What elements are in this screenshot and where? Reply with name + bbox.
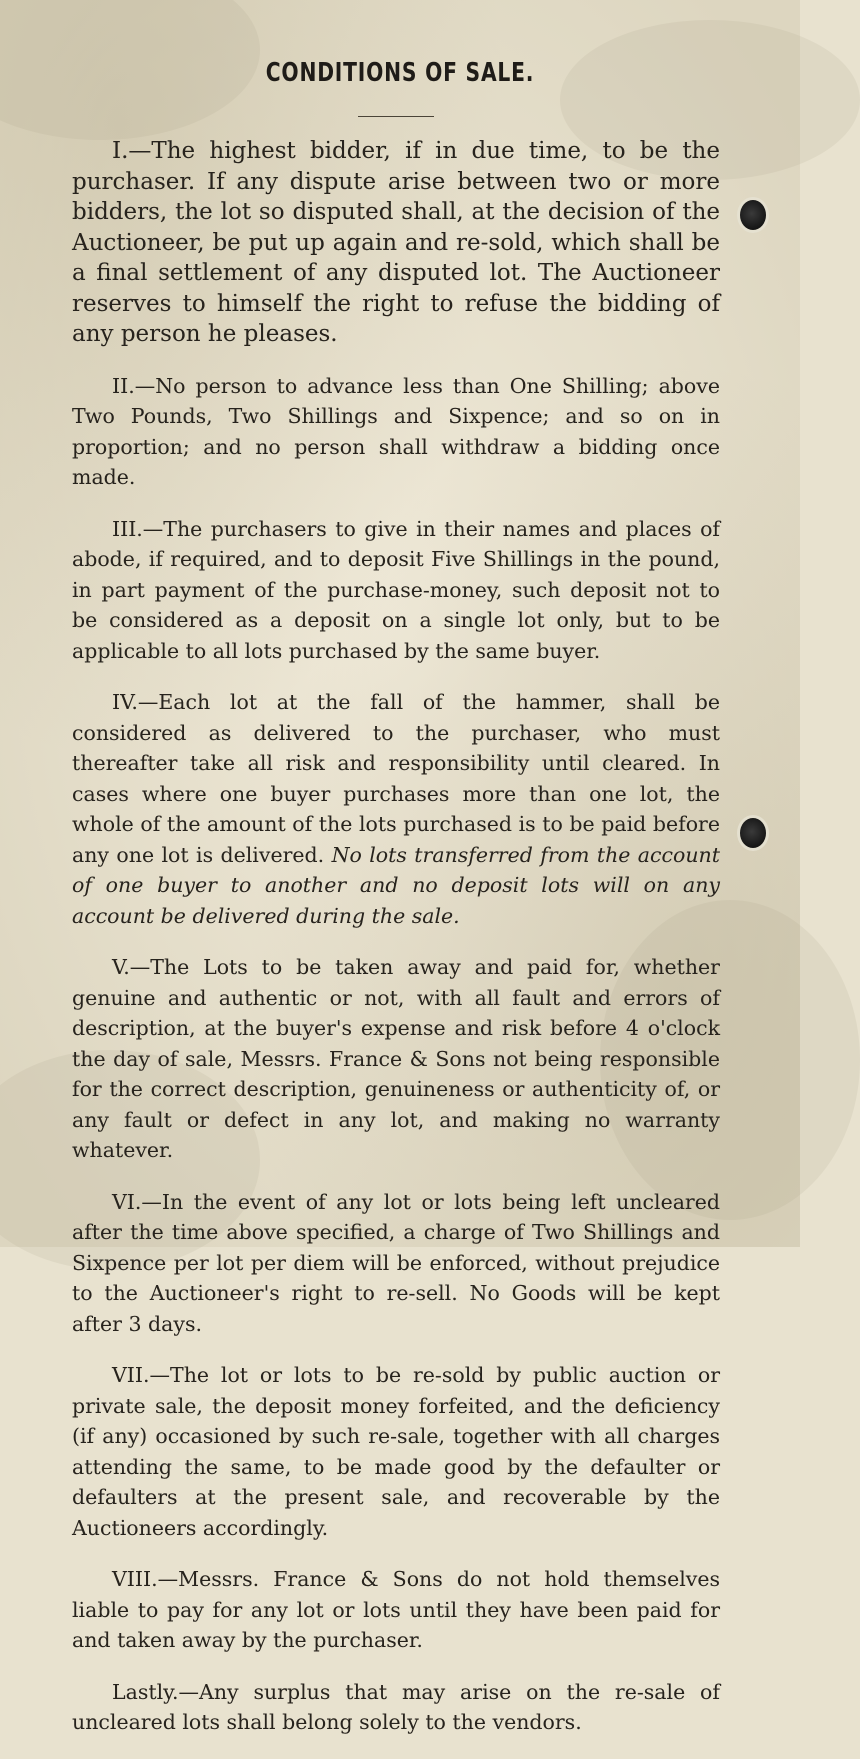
condition-4-italic: No lots transferred from the account of one buyer to another and no deposit lots will on any account be delivered during the sale. <box>72 842 720 928</box>
condition-4 <box>72 687 720 931</box>
page-title: CONDITIONS OF SALE. <box>265 58 535 88</box>
condition-3: III.—The purchasers to give in their names and places of abode, if required, and to deposit Five Shillings in the pound, in part payment of the purchase-money, such deposit not to be considered as a deposit on a single lot only, but to be applicable to all lots purchased by the same buyer. <box>72 516 720 663</box>
condition-2: II.—No person to advance less than One Shilling; above Two Pounds, Two Shillings and Sixpence; and so on in proportion; and no person shall withdraw a bidding once made. <box>72 373 720 489</box>
condition-lastly: Lastly.—Any surplus that may arise on the re-sale of uncleared lots shall belong solely to the vendors. <box>72 1679 720 1734</box>
condition-4-text: IV.—Each lot at the fall of the hammer, shall be considered as delivered to the purchaser, who must thereafter take all risk and responsibility until cleared. In cases where one buyer purchases more than one lot, the whole of the amount of the lots purchased is to be paid before any one lot is delivered. <box>72 690 720 867</box>
condition-7: VII.—The lot or lots to be re-sold by public auction or private sale, the deposit money forfeited, and the deficiency (if any) occasioned by such re-sale, together with all charges attending the same, to be made good by the defaulter or defaulters at the present sale, and recoverable by the Auctioneers accordingly. <box>72 1363 720 1540</box>
condition-8: VIII.—Messrs. France & Sons do not hold themselves liable to pay for any lot or lots until they have been paid for and taken away by the purchaser. <box>72 1567 720 1652</box>
condition-5: V.—The Lots to be taken away and paid for, whether genuine and authentic or not, with all fault and errors of description, at the buyer's expense and risk before 4 o'clock the day of sale, Messrs. France & Sons not being responsible for the correct description, genuineness or authenticity of, or any fault or defect in any lot, and making no warranty whatever. <box>72 955 720 1162</box>
title-rule <box>358 116 434 117</box>
binding-hole <box>740 200 766 230</box>
conditions-list <box>72 136 720 1759</box>
condition-1: I.—The highest bidder, if in due time, to be the purchaser. If any dispute arise between two or more bidders, the lot so disputed shall, at the decision of the Auctioneer, be put up again and re-sold, which shall be a final settlement of any disputed lot. The Auctioneer reserves to himself the right to refuse the bidding of any person he pleases. <box>72 138 720 347</box>
binding-hole <box>740 818 766 848</box>
condition-6: VI.—In the event of any lot or lots being left uncleared after the time above specified, a charge of Two Shillings and Sixpence per lot per diem will be enforced, without prejudice to the Auctioneer's right to re-sell. No Goods will be kept after 3 days. <box>72 1189 720 1336</box>
